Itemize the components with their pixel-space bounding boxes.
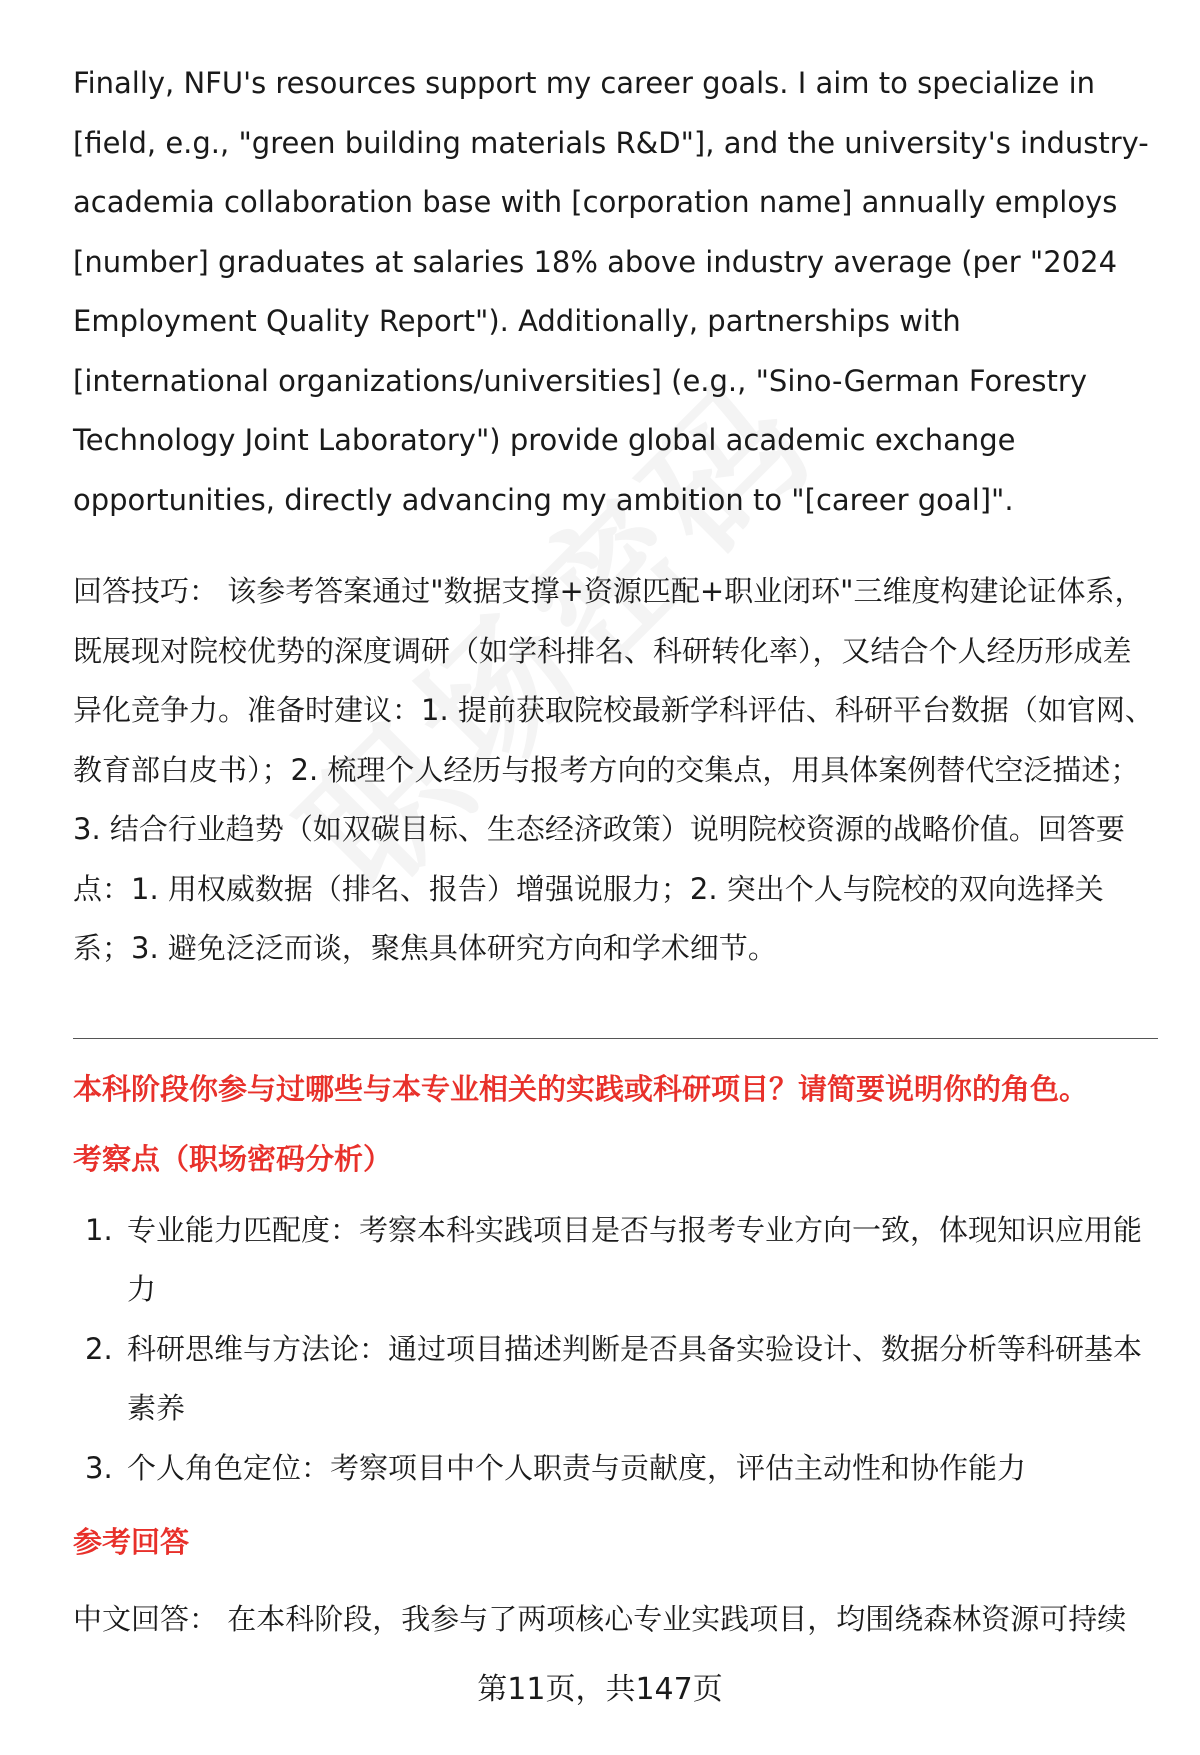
page-number-footer: 第11页，共147页 bbox=[477, 1672, 723, 1707]
list-item-text: 个人角色定位：考察项目中个人职责与贡献度，评估主动性和协作能力 bbox=[127, 1450, 1027, 1485]
list-item-number: 3. bbox=[85, 1450, 113, 1485]
chinese-answer-paragraph: 中文回答： 在本科阶段，我参与了两项核心专业实践项目，均围绕森林资源可持续 bbox=[73, 1602, 1127, 1636]
list-item bbox=[73, 1320, 1158, 1439]
question-heading: 本科阶段你参与过哪些与本专业相关的实践或科研项目？请简要说明你的角色。 bbox=[73, 1071, 1089, 1106]
list-item-number: 2. bbox=[85, 1331, 113, 1366]
list-item-number: 1. bbox=[85, 1212, 113, 1247]
list-item-text: 科研思维与方法论：通过项目描述判断是否具备实验设计、数据分析等科研基本素养 bbox=[127, 1331, 1143, 1425]
assessment-points-list bbox=[73, 1201, 1158, 1499]
english-answer-paragraph: Finally, NFU's resources support my career goals. I aim to specialize in [field, e.g., "green building materials R&D"], and the university's industry-academia collaboration base with [corporation name] annually employs [number] graduates at salaries 18% above industry average (per "2024 Employment Quality Report"). Additionally, partnerships with [international organizations/universities] (e.g., "Sino-German Forestry Technology Joint Laboratory") provide global academic exchange opportunities, directly advancing my ambition to "[career goal]". bbox=[73, 66, 1149, 517]
document-page bbox=[73, 54, 1158, 1650]
list-item-text: 专业能力匹配度：考察本科实践项目是否与报考专业方向一致，体现知识应用能力 bbox=[127, 1212, 1143, 1306]
section-divider bbox=[73, 1038, 1158, 1039]
answer-tips-paragraph: 回答技巧： 该参考答案通过"数据支撑+资源匹配+职业闭环"三维度构建论证体系，既展现对院校优势的深度调研（如学科排名、科研转化率），又结合个人经历形成差异化竞争力。准备时建议：1. 提前获取院校最新学科评估、科研平台数据（如官网、教育部白皮书）；2. 梳理个人经历与报考方向的交集点，用具体案例替代空泛描述；3. 结合行业趋势（如双碳目标、生态经济政策）说明院校资源的战略价值。回答要点：1. 用权威数据（排名、报告）增强说服力；2. 突出个人与院校的双向选择关系；3. 避免泛泛而谈，聚焦具体研究方向和学术细节。 bbox=[73, 574, 1154, 965]
list-item bbox=[73, 1439, 1158, 1499]
list-item bbox=[73, 1201, 1158, 1320]
reference-answer-heading: 参考回答 bbox=[73, 1525, 190, 1559]
assessment-heading: 考察点（职场密码分析） bbox=[73, 1141, 393, 1176]
